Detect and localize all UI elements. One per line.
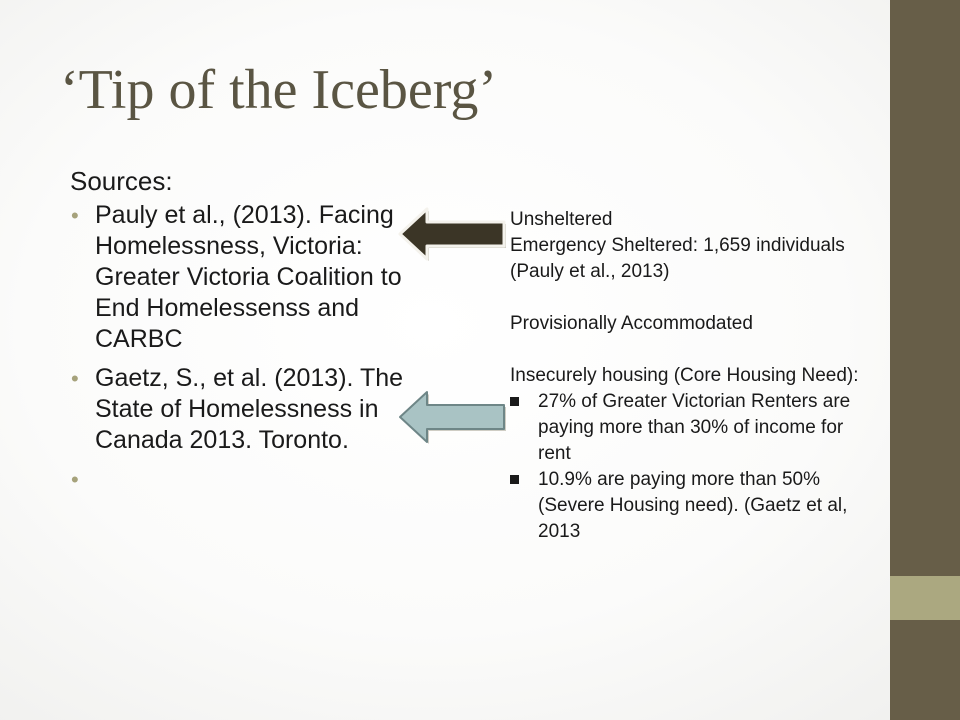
sources-list — [70, 200, 430, 492]
homelessness-categories — [510, 207, 880, 545]
insecure-point-30 — [510, 389, 880, 467]
bullet-icon: • — [71, 366, 79, 391]
sources-label: Sources: — [70, 166, 173, 196]
bullet-icon: • — [71, 467, 79, 492]
category-unsheltered: Unsheltered — [510, 209, 613, 230]
sidebar-accent-block — [890, 576, 960, 620]
source-item-gaetz — [70, 363, 430, 456]
bullet-icon: • — [71, 203, 79, 228]
point-text: 10.9% are paying more than 50% (Severe Housing need). (Gaetz et al, 2013 — [538, 469, 848, 542]
category-insecurely: Insecurely housing (Core Housing Need): — [510, 365, 859, 386]
source-item-pauly — [70, 200, 430, 355]
spacer — [510, 337, 880, 363]
spacer — [510, 285, 880, 311]
category-emergency-sheltered: Emergency Sheltered: 1,659 individuals (Pauly et al., 2013) — [510, 235, 845, 282]
square-bullet-icon — [510, 475, 519, 484]
source-text: Pauly et al., (2013). Facing Homelessness, Victoria: Greater Victoria Coalition to End Homelessenss and CARBC — [95, 201, 402, 353]
source-text: Gaetz, S., et al. (2013). The State of Homelessness in Canada 2013. Toronto. — [95, 364, 404, 454]
insecure-point-50 — [510, 467, 880, 545]
square-bullet-icon — [510, 397, 519, 406]
light-arrow-icon — [396, 388, 508, 446]
insecure-points — [510, 389, 880, 545]
sources-section — [70, 166, 430, 492]
category-provisionally: Provisionally Accommodated — [510, 313, 753, 334]
slide-title: ‘Tip of the Iceberg’ — [60, 59, 498, 121]
point-text: 27% of Greater Victorian Renters are paying more than 30% of income for rent — [538, 391, 851, 464]
dark-arrow-icon — [396, 205, 508, 263]
